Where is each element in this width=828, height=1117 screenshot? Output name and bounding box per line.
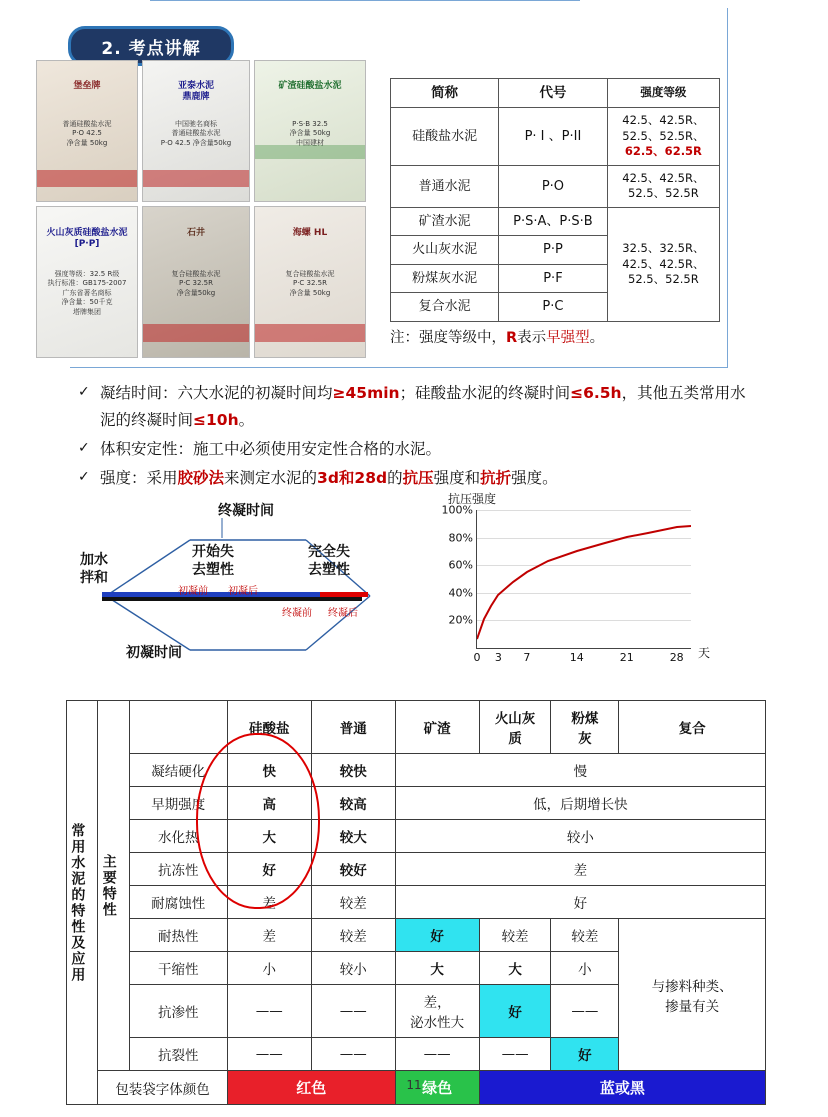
cell-merged: 低，后期增长快 (395, 787, 765, 820)
diagram-mark-4: 终凝后 (328, 608, 358, 619)
cell: 较好 (311, 853, 395, 886)
cement-bag-1 (36, 60, 138, 202)
row-label: 耐腐蚀性 (129, 886, 227, 919)
cell-note-merged: 与掺料种类、 掺量有关 (619, 919, 766, 1071)
page-number: 11 (406, 1078, 422, 1092)
cell: 差， 泌水性大 (395, 985, 479, 1038)
text-segment-red: 胶砂法 (177, 469, 225, 488)
cement-bag-3 (254, 60, 366, 202)
table-row (391, 207, 720, 236)
cell-merged: 慢 (395, 754, 765, 787)
bullet-item-2 (78, 436, 758, 463)
diagram-label-left: 加水 拌和 (80, 552, 108, 586)
cell-code: P·S·A、P·S·B (499, 207, 608, 236)
bag-label: 海螺 HL (292, 228, 328, 238)
table-row (67, 754, 766, 787)
text-segment: 强度。 (511, 469, 558, 488)
diagram-mark-1: 初凝前 (178, 586, 208, 597)
cell-code: P·C (499, 293, 608, 322)
table-note (390, 326, 604, 347)
bag-color-band (143, 324, 249, 342)
cell: 较小 (311, 952, 395, 985)
cell-merged: 好 (395, 886, 765, 919)
cement-properties-table (66, 700, 766, 1105)
cell: 差 (227, 919, 311, 952)
diagram-mark-3: 终凝前 (282, 608, 312, 619)
cell: 较大 (311, 820, 395, 853)
cell: 差 (227, 886, 311, 919)
diagram-bar-red (320, 592, 368, 597)
header-abbr: 简称 (391, 79, 499, 108)
cell-code: P·O (499, 165, 608, 207)
cell-merged: 差 (395, 853, 765, 886)
row-label: 包装袋字体颜色 (98, 1071, 227, 1105)
x-tick-21: 21 (619, 651, 634, 664)
setting-time-diagram (70, 500, 400, 680)
cell: —— (311, 1038, 395, 1071)
text-segment: ；硅酸盐水泥的终凝时间 (399, 384, 571, 402)
text-segment: ，其他五类常用水泥的终凝时间 (100, 384, 746, 430)
cement-bag-2 (142, 60, 250, 202)
diagram-bar-black (102, 597, 362, 601)
x-tick-0: 0 (473, 651, 481, 664)
cell: —— (227, 1038, 311, 1071)
cell: —— (551, 985, 619, 1038)
color-cell-blue: 蓝或黑 (479, 1071, 765, 1105)
cell: 大 (395, 952, 479, 985)
header-grade: 强度等级 (607, 79, 719, 108)
color-cell-green: 绿色 (395, 1071, 479, 1105)
chart-plot-area (441, 503, 691, 664)
y-tick-20: 20% (448, 613, 473, 627)
color-cell-red: 红色 (227, 1071, 395, 1105)
row-label: 凝结硬化 (129, 754, 227, 787)
cell-grade-merged: 32.5、32.5R、 42.5、42.5R、 52.5、52.5R (607, 207, 719, 321)
y-tick-80: 80% (448, 531, 473, 545)
table-row (67, 787, 766, 820)
cell-highlight: 好 (395, 919, 479, 952)
grade-text-1: 42.5、42.5R、 52.5、52.5R、 (622, 113, 705, 143)
text-segment-red: 抗压 (402, 469, 434, 488)
cell-code: P·F (499, 264, 608, 293)
x-tick-14: 14 (569, 651, 584, 664)
cement-type-table (390, 78, 720, 322)
cell-name: 火山灰水泥 (391, 236, 499, 265)
cell: 好 (227, 853, 311, 886)
cell-name: 普通水泥 (391, 165, 499, 207)
cell: 大 (227, 820, 311, 853)
text-segment-red: ≥45min (332, 384, 400, 402)
cement-bag-6 (254, 206, 366, 358)
table-row (67, 919, 766, 952)
bag-sub: 复合硅酸盐水泥 P·C 32.5R 净含量50kg (171, 270, 221, 297)
table-row (67, 853, 766, 886)
col-header-2: 普通 (311, 701, 395, 754)
row-label: 抗渗性 (129, 985, 227, 1038)
note-red: 早强型 (546, 330, 590, 346)
text-segment-red: ≤10h (193, 411, 239, 430)
text-segment: 。 (238, 411, 255, 430)
col-header-6: 复合 (619, 701, 766, 754)
cell: —— (311, 985, 395, 1038)
cell: 快 (227, 754, 311, 787)
text-segment: 体积安定性：施工中必须使用安定性合格的水泥。 (100, 440, 442, 459)
row-label: 水化热 (129, 820, 227, 853)
bag-label: 堡垒牌 (73, 80, 101, 91)
bag-sub: 普通硅酸盐水泥 P·O 42.5 净含量 50kg (62, 119, 112, 147)
cell: 大 (479, 952, 551, 985)
table-row (67, 886, 766, 919)
table-row (391, 165, 720, 207)
text-segment: 凝结时间：六大水泥的初凝时间均 (100, 384, 333, 402)
col-header-5: 粉煤 灰 (551, 701, 619, 754)
cell: 较差 (311, 886, 395, 919)
cell: 较差 (551, 919, 619, 952)
bag-label: 矿渣硅酸盐水泥 (278, 80, 342, 91)
table-header-row (67, 701, 766, 754)
row-label: 早期强度 (129, 787, 227, 820)
cell: 小 (227, 952, 311, 985)
section-badge: 2. 考点讲解 (68, 26, 234, 66)
cement-bag-4 (36, 206, 138, 358)
note-suffix: 。 (589, 330, 605, 346)
note-r: R (506, 330, 518, 346)
row-label: 抗冻性 (129, 853, 227, 886)
corner-cell (129, 701, 227, 754)
x-tick-3: 3 (494, 651, 502, 664)
cell: 小 (551, 952, 619, 985)
side-label-main: 常用水泥的特性及应用 (67, 701, 98, 1105)
bag-color-band (37, 170, 137, 187)
x-tick-28: 28 (669, 651, 684, 664)
table-header-row (391, 79, 720, 108)
diagram-label-right: 完全失 去塑性 (308, 544, 350, 578)
text-segment: 的 (387, 469, 403, 488)
cell: 较差 (479, 919, 551, 952)
y-tick-60: 60% (448, 558, 473, 572)
cell-name: 复合水泥 (391, 293, 499, 322)
cell-merged: 较小 (395, 820, 765, 853)
cell-name: 矿渣水泥 (391, 207, 499, 236)
diagram-title: 终凝时间 (218, 503, 274, 519)
cell-code: P·P (499, 236, 608, 265)
y-tick-40: 40% (448, 586, 473, 600)
strength-chart (420, 492, 720, 682)
top-frame-clip (150, 0, 580, 21)
x-tick-7: 7 (523, 651, 531, 664)
bag-sub: 强度等级：32.5 R级 执行标准：GB175-2007 广东省著名商标 净含量：50千克 塔牌集团 (47, 270, 127, 316)
note-prefix: 注：强度等级中， (390, 330, 506, 346)
diagram-label-bottom: 初凝时间 (126, 645, 182, 661)
col-header-3: 矿渣 (395, 701, 479, 754)
chart-x-unit: 天 (698, 646, 711, 660)
cell: 较高 (311, 787, 395, 820)
cell: 高 (227, 787, 311, 820)
bullet-item-1 (78, 380, 758, 434)
cell-name: 粉煤灰水泥 (391, 264, 499, 293)
text-segment: 强度和 (433, 469, 481, 488)
row-label: 干缩性 (129, 952, 227, 985)
cell-grade (607, 108, 719, 166)
bag-label: 火山灰质硅酸盐水泥 [P·P] (46, 228, 128, 250)
cell: 较差 (311, 919, 395, 952)
bag-color-band (143, 170, 249, 187)
grade-highlight: 62.5、62.5R (624, 144, 702, 159)
cell-highlight: 好 (551, 1038, 619, 1071)
y-tick-100: 100% (441, 503, 473, 517)
chart-title: 抗压强度 (448, 492, 497, 506)
bullet-list (78, 380, 758, 495)
cell-highlight: 好 (479, 985, 551, 1038)
cell: —— (479, 1038, 551, 1071)
bag-sub: 中国驰名商标 普通硅酸盐水泥 P·O 42.5 净含量50kg (160, 119, 232, 147)
bag-label: 亚泰水泥 鼎鹿牌 (177, 80, 214, 102)
cell: —— (395, 1038, 479, 1071)
cell-code: P· I 、P·II (499, 108, 608, 166)
header-code: 代号 (499, 79, 608, 108)
diagram-label-mid: 开始失 去塑性 (192, 544, 234, 578)
cell: 较快 (311, 754, 395, 787)
col-header-1: 硅酸盐 (227, 701, 311, 754)
row-label: 耐热性 (129, 919, 227, 952)
text-segment: 来测定水泥的 (224, 469, 318, 488)
cement-bag-5 (142, 206, 250, 358)
diagram-mark-2: 初凝后 (228, 586, 258, 597)
row-label: 抗裂性 (129, 1038, 227, 1071)
text-segment-red: ≤6.5h (570, 384, 622, 402)
bag-label: 石井 (186, 228, 205, 238)
note-mid: 表示 (517, 330, 547, 346)
text-segment: 强度：采用 (100, 469, 178, 488)
bag-color-band (255, 145, 365, 159)
cell: —— (227, 985, 311, 1038)
cell-name: 硅酸盐水泥 (391, 108, 499, 166)
cement-bag-photos (36, 60, 376, 365)
side-label-sub: 主要特性 (98, 701, 129, 1071)
bag-color-band (255, 324, 365, 342)
chart-curve (477, 510, 691, 648)
text-segment-red: 抗折 (480, 469, 512, 488)
col-header-4: 火山灰 质 (479, 701, 551, 754)
table-row (391, 108, 720, 166)
bullet-item-3 (78, 465, 758, 492)
table-row (67, 820, 766, 853)
bag-sub: 复合硅酸盐水泥 P·C 32.5R 净含量 50kg (285, 270, 335, 297)
bag-sub: P·S·B 32.5 净含量 50kg 中国建材 (289, 119, 331, 147)
cell-grade: 42.5、42.5R、 52.5、52.5R (607, 165, 719, 207)
text-segment-red: 3d和28d (317, 469, 388, 488)
